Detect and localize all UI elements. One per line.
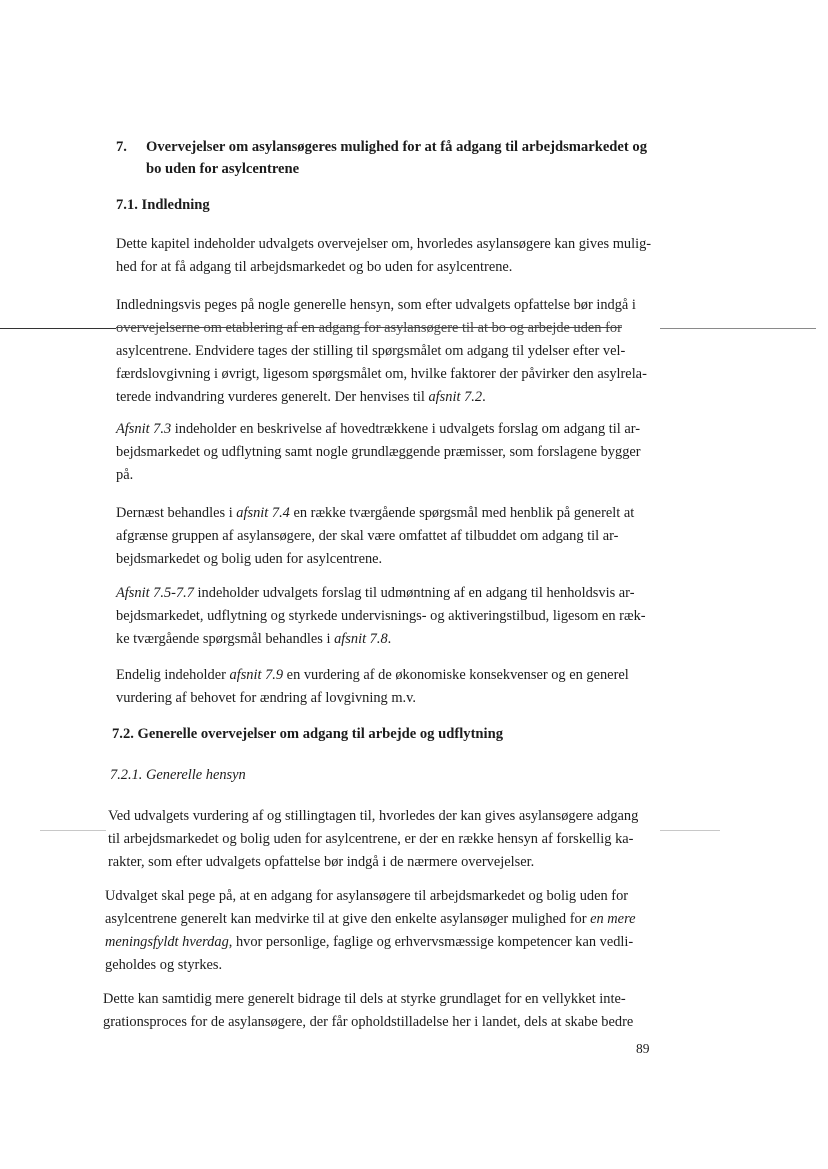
- text-line: rakter, som efter udvalgets opfattelse bør indgå i de nærmere overvejelser.: [108, 854, 535, 870]
- paragraph-afsnit-7-4: [116, 502, 660, 571]
- section-reference: afsnit 7.9: [229, 667, 284, 683]
- text-line: Afsnit 7.3 indeholder en beskrivelse af hovedtrækkene i udvalgets forslag om adgang til ar-: [116, 421, 641, 437]
- text-line: Udvalget skal pege på, at en adgang for asylansøgere til arbejdsmarkedet og bolig uden for: [105, 888, 629, 904]
- text-line: hed for at få adgang til arbejdsmarkedet og bo uden for asylcentrene.: [116, 259, 513, 275]
- text-line: meningsfyldt hverdag, hvor personlige, faglige og erhvervsmæssige kompetencer kan vedli-: [105, 934, 634, 950]
- text-line: til arbejdsmarkedet og bolig uden for asylcentrene, er der en række hensyn af forskellig ka-: [108, 831, 634, 847]
- text-line: Ved udvalgets vurdering af og stillingtagen til, hvorledes der kan gives asylansøgere adgang: [108, 808, 639, 824]
- text-line: på.: [116, 467, 134, 483]
- section-reference: afsnit 7.8: [334, 631, 388, 647]
- emphasis-text: meningsfyldt hverdag: [105, 934, 229, 950]
- paragraph-afsnit-7-9: [116, 664, 660, 710]
- text-line: terede indvandring vurderes generelt. Der henvises til afsnit 7.2.: [116, 389, 486, 405]
- scan-artifact-right: [660, 830, 720, 831]
- scan-strike-rule-right: [660, 328, 816, 329]
- scan-strike-rule-left: [0, 328, 116, 329]
- section-reference: afsnit 7.4: [236, 505, 290, 521]
- paragraph-considerations: [108, 805, 656, 874]
- chapter-number: 7.: [116, 139, 127, 155]
- section-heading-7-1: 7.1. Indledning: [116, 197, 210, 213]
- section-heading-7-2: 7.2. Generelle overvejelser om adgang til arbejde og udflytning: [112, 726, 504, 742]
- text-line: asylcentrene generelt kan medvirke til at give den enkelte asylansøger mulighed for en mere: [105, 911, 636, 927]
- text-line: Dernæst behandles i afsnit 7.4 en række tværgående spørgsmål med henblik på generelt at: [116, 505, 635, 521]
- text-line: vurdering af behovet for ændring af lovgivning m.v.: [116, 690, 417, 706]
- text-line: ke tværgående spørgsmål behandles i afsnit 7.8.: [116, 631, 392, 647]
- chapter-title-line2: bo uden for asylcentrene: [146, 161, 300, 177]
- text-line: bejdsmarkedet og udflytning samt nogle grundlæggende præmisser, som forslagene bygger: [116, 444, 641, 460]
- text-line: afgrænse gruppen af asylansøgere, der skal være omfattet af tilbuddet om adgang til ar-: [116, 528, 619, 544]
- text-line: Indledningsvis peges på nogle generelle hensyn, som efter udvalgets opfattelse bør indgå i: [116, 297, 636, 313]
- paragraph-intro: [116, 233, 660, 279]
- subsection-heading-7-2-1: 7.2.1. Generelle hensyn: [110, 767, 246, 783]
- text-line: færdslovgivning i øvrigt, ligesom spørgsmålet om, hvilke faktorer der påvirker den asylrela-: [116, 366, 647, 382]
- emphasis-text: en mere: [590, 911, 636, 927]
- text-line: Dette kapitel indeholder udvalgets overvejelser om, hvorledes asylansøgere kan gives mulig-: [116, 236, 652, 252]
- section-reference: Afsnit 7.5-7.7: [116, 585, 194, 601]
- page-number: 89: [636, 1041, 650, 1056]
- paragraph-integration: [103, 988, 657, 1034]
- text-line: geholdes og styrkes.: [105, 957, 223, 973]
- text-line: bejdsmarkedet, udflytning og styrkede undervisnings- og aktiveringstilbud, ligesom en ræk-: [116, 608, 646, 624]
- paragraph-general-considerations: [116, 294, 660, 409]
- section-reference: afsnit 7.2: [428, 389, 483, 405]
- text-line: Afsnit 7.5-7.7 indeholder udvalgets forslag til udmøntning af en adgang til henholdsvis ar-: [116, 585, 635, 601]
- paragraph-meaningful-everyday: [105, 885, 657, 977]
- paragraph-afsnit-7-3: [116, 418, 660, 487]
- text-line: asylcentrene. Endvidere tages der stilling til spørgsmålet om adgang til ydelser efter vel-: [116, 343, 626, 359]
- section-reference: Afsnit 7.3: [116, 421, 172, 437]
- text-line: bejdsmarkedet og bolig uden for asylcentrene.: [116, 551, 383, 567]
- struck-text-line: overvejelserne om etablering af en adgang for asylansøgere til at bo og arbejde uden for: [116, 320, 622, 336]
- scan-artifact-left: [40, 830, 106, 831]
- chapter-title-line1: Overvejelser om asylansøgeres mulighed for at få adgang til arbejdsmarkedet og: [146, 139, 647, 155]
- paragraph-afsnit-7-5-7-7: [116, 582, 660, 651]
- text-line: grationsproces for de asylansøgere, der får opholdstilladelse her i landet, dels at skabe bedre: [103, 1014, 634, 1030]
- text-line: Dette kan samtidig mere generelt bidrage til dels at styrke grundlaget for en vellykket inte-: [103, 991, 626, 1007]
- text-line: Endelig indeholder afsnit 7.9 en vurdering af de økonomiske konsekvenser og en generel: [116, 667, 629, 683]
